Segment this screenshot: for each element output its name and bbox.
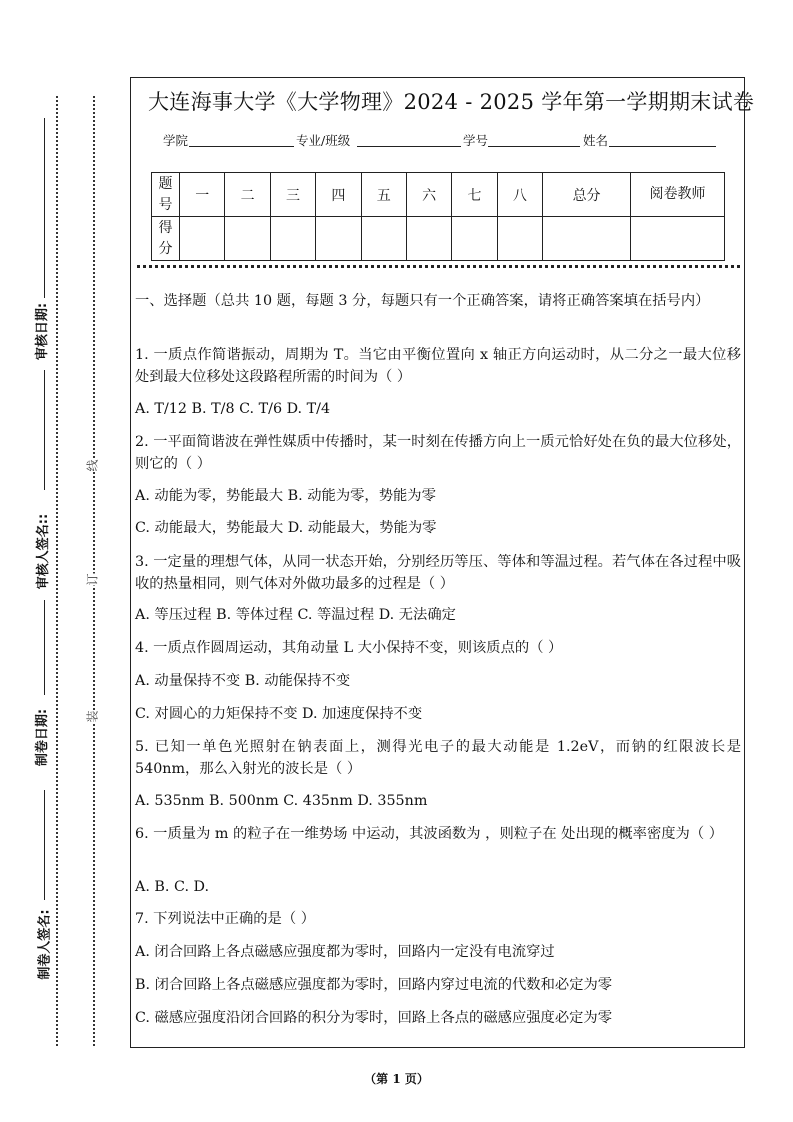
question-6: 6. 一质量为 m 的粒子在一维势场 中运动，其波函数为 ，则粒子在 处出现的概率密度为（ ） <box>135 826 723 842</box>
question-5-options: A. 535nm B. 500nm C. 435nm D. 355nm <box>135 793 428 809</box>
score-cell[interactable] <box>316 217 361 261</box>
score-cell[interactable] <box>361 217 406 261</box>
score-cell[interactable] <box>631 217 725 261</box>
table-header-cell: 四 <box>316 173 361 217</box>
preparer-signature-label: 制卷人签名: <box>37 909 53 980</box>
table-header-cell: 题号 <box>152 173 180 217</box>
score-cell[interactable] <box>270 217 315 261</box>
table-header-cell: 五 <box>361 173 406 217</box>
binding-mark-bind: 装 <box>85 710 100 723</box>
major-class-label: 专业/班级 <box>296 133 351 148</box>
question-2-options: A. 动能为零，势能最大 B. 动能为零，势能为零 <box>135 488 436 504</box>
table-header-cell: 八 <box>497 173 542 217</box>
page-number: （第 1 页） <box>364 1072 429 1086</box>
name-label: 姓名 <box>583 133 609 148</box>
table-header-cell: 六 <box>406 173 451 217</box>
question-2-options: C. 动能最大，势能最大 D. 动能最大，势能为零 <box>135 520 437 536</box>
question-7-option-b: B. 闭合回路上各点磁感应强度都为零时，回路内穿过电流的代数和必定为零 <box>135 977 613 993</box>
question-1-options: A. T/12 B. T/8 C. T/6 D. T/4 <box>135 401 331 417</box>
question-6-options: A. B. C. D. <box>135 879 210 895</box>
binding-mark-order: 订 <box>85 573 100 586</box>
table-header-cell: 二 <box>225 173 270 217</box>
page-title: 大连海事大学《大学物理》2024 - 2025 学年第一学期期末试卷 <box>148 90 755 114</box>
signature-line <box>44 370 45 490</box>
question-2: 2. 一平面简谐波在弹性媒质中传播时，某一时刻在传播方向上一质元恰好处在负的最大位移处，则它的（ ） <box>135 434 741 472</box>
question-3: 3. 一定量的理想气体，从同一状态开始，分别经历等压、等体和等温过程。若气体在各过程中吸收的热量相同，则气体对外做功最多的过程是（ ） <box>135 554 741 592</box>
score-cell[interactable] <box>543 217 631 261</box>
table-row <box>152 217 725 261</box>
question-5: 5. 已知一单色光照射在钠表面上，测得光电子的最大动能是 1.2eV，而钠的红限波长是 540nm，那么入射光的波长是（ ） <box>135 739 741 777</box>
signature-line <box>44 790 45 900</box>
question-3-options: A. 等压过程 B. 等体过程 C. 等温过程 D. 无法确定 <box>135 607 456 623</box>
major-class-field[interactable] <box>357 146 461 147</box>
college-field[interactable] <box>189 146 294 147</box>
section-heading: 一、选择题（总共 10 题，每题 3 分，每题只有一个正确答案，请将正确答案填在括号内） <box>135 293 710 309</box>
student-id-label: 学号 <box>463 133 489 148</box>
score-cell[interactable] <box>180 217 225 261</box>
table-header-cell: 总分 <box>543 173 631 217</box>
score-cell[interactable] <box>225 217 270 261</box>
reviewer-signature-label: 审核人签名:: <box>36 513 52 590</box>
table-header-cell: 得分 <box>152 217 180 261</box>
score-cell[interactable] <box>452 217 497 261</box>
signature-line <box>44 118 45 298</box>
question-4-options: C. 对圆心的力矩保持不变 D. 加速度保持不变 <box>135 706 423 722</box>
question-7-option-c: C. 磁感应强度沿闭合回路的积分为零时，回路上各点的磁感应强度必定为零 <box>135 1010 613 1026</box>
college-label: 学院 <box>163 133 189 148</box>
prep-date-label: 制卷日期: <box>35 708 51 767</box>
binding-dotted-line-outer <box>56 96 58 1046</box>
question-1: 1. 一质点作简谐振动，周期为 T。当它由平衡位置向 x 轴正方向运动时，从二分之一最大位移处到最大位移处这段路程所需的时间为（ ） <box>135 347 741 385</box>
table-header-cell: 阅卷教师 <box>631 173 725 217</box>
question-4: 4. 一质点作圆周运动，其角动量 L 大小保持不变，则该质点的（ ） <box>135 640 563 656</box>
binding-dotted-line-inner <box>93 96 95 1046</box>
table-header-cell: 三 <box>270 173 315 217</box>
table-header-cell: 一 <box>180 173 225 217</box>
binding-mark-line: 线 <box>85 459 100 472</box>
name-field[interactable] <box>609 146 716 147</box>
question-4-options: A. 动量保持不变 B. 动能保持不变 <box>135 673 351 689</box>
separator <box>137 265 740 268</box>
table-row <box>152 173 725 217</box>
table-header-cell: 七 <box>452 173 497 217</box>
score-cell[interactable] <box>497 217 542 261</box>
score-cell[interactable] <box>406 217 451 261</box>
question-7-option-a: A. 闭合回路上各点磁感应强度都为零时，回路内一定没有电流穿过 <box>135 944 555 960</box>
score-table <box>151 172 725 261</box>
student-id-field[interactable] <box>488 146 580 147</box>
review-date-label: 审核日期: <box>35 302 51 361</box>
question-7: 7. 下列说法中正确的是（ ） <box>135 911 315 927</box>
signature-line <box>44 600 45 695</box>
